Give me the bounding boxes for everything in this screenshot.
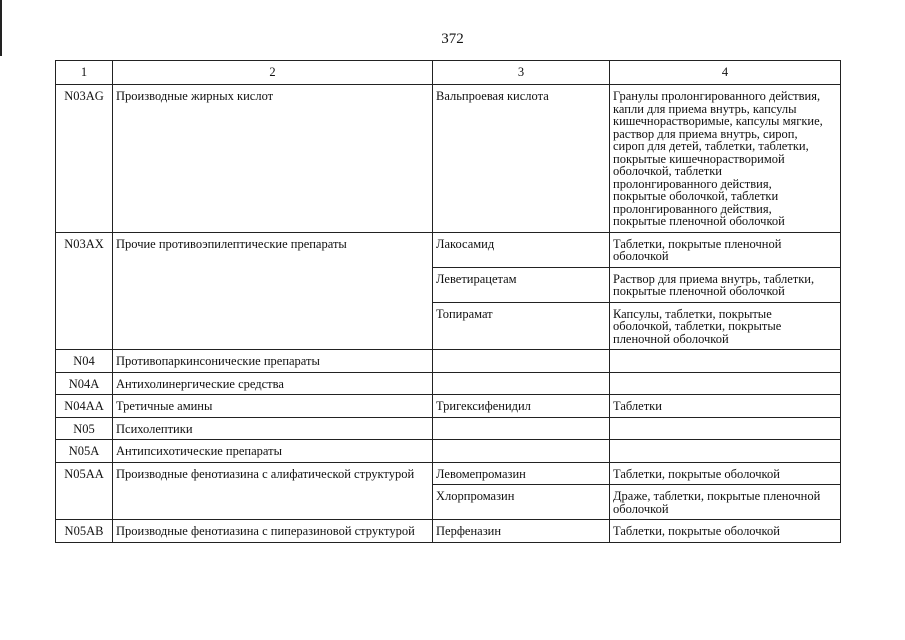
- table-row: [56, 462, 841, 485]
- table-row: [56, 440, 841, 463]
- group-name: Третичные амины: [113, 395, 433, 418]
- drug-name: [433, 417, 610, 440]
- page-number: 372: [441, 31, 464, 47]
- dosage-forms: Раствор для приема внутрь, таблетки, покрытые пленочной оболочкой: [610, 267, 841, 302]
- drug-name: [433, 372, 610, 395]
- dosage-forms: [610, 440, 841, 463]
- dosage-forms: Таблетки: [610, 395, 841, 418]
- table-header-row: [56, 61, 841, 85]
- drug-name: Левомепромазин: [433, 462, 610, 485]
- drug-name: Хлорпромазин: [433, 485, 610, 520]
- atc-code: N05AA: [56, 462, 113, 520]
- group-name: Антихолинергические средства: [113, 372, 433, 395]
- header-col-3: 3: [433, 61, 610, 85]
- drug-name: Лакосамид: [433, 232, 610, 267]
- table-row: [56, 520, 841, 543]
- atc-code: N04: [56, 350, 113, 373]
- group-name: Прочие противоэпилептические препараты: [113, 232, 433, 350]
- dosage-forms: Капсулы, таблетки, покрытые оболочкой, таблетки, покрытые пленочной оболочкой: [610, 302, 841, 350]
- drug-name: Тригексифенидил: [433, 395, 610, 418]
- group-name: Антипсихотические препараты: [113, 440, 433, 463]
- table-row: [56, 350, 841, 373]
- drug-name: [433, 440, 610, 463]
- drug-name: Перфеназин: [433, 520, 610, 543]
- dosage-forms: Таблетки, покрытые оболочкой: [610, 462, 841, 485]
- group-name: Производные жирных кислот: [113, 85, 433, 233]
- dosage-forms: [610, 350, 841, 373]
- dosage-forms: [610, 417, 841, 440]
- atc-code: N05A: [56, 440, 113, 463]
- table-row: [56, 85, 841, 233]
- drug-name: Леветирацетам: [433, 267, 610, 302]
- table-row: [56, 372, 841, 395]
- atc-code: N05: [56, 417, 113, 440]
- dosage-forms: Гранулы пролонгированного действия, капли для приема внутрь, капсулы кишечнорастворимые, капсулы мягкие, раствор для приема внутрь, сироп, сироп для детей, таблетки, таблетки, покрытые кишечнорастворимой оболочкой, таблетки пролонгированного действия, покрытые оболочкой, таблетки пролонгированного действия, покрытые пленочной оболочкой: [610, 85, 841, 233]
- drug-name: [433, 350, 610, 373]
- atc-code: N03AG: [56, 85, 113, 233]
- dosage-forms: [610, 372, 841, 395]
- atc-code: N05AB: [56, 520, 113, 543]
- group-name: Производные фенотиазина с пиперазиновой структурой: [113, 520, 433, 543]
- table-row: [56, 232, 841, 267]
- group-name: Противопаркинсонические препараты: [113, 350, 433, 373]
- table-row: [56, 395, 841, 418]
- group-name: Психолептики: [113, 417, 433, 440]
- dosage-forms: Таблетки, покрытые оболочкой: [610, 520, 841, 543]
- atc-code: N04AA: [56, 395, 113, 418]
- dosage-forms: Драже, таблетки, покрытые пленочной оболочкой: [610, 485, 841, 520]
- group-name: Производные фенотиазина с алифатической структурой: [113, 462, 433, 520]
- atc-code: N04A: [56, 372, 113, 395]
- table-row: [56, 417, 841, 440]
- header-col-4: 4: [610, 61, 841, 85]
- atc-code: N03AX: [56, 232, 113, 350]
- drug-name: Вальпроевая кислота: [433, 85, 610, 233]
- header-col-1: 1: [56, 61, 113, 85]
- drug-name: Топирамат: [433, 302, 610, 350]
- header-col-2: 2: [113, 61, 433, 85]
- drug-table: [55, 60, 841, 543]
- dosage-forms: Таблетки, покрытые пленочной оболочкой: [610, 232, 841, 267]
